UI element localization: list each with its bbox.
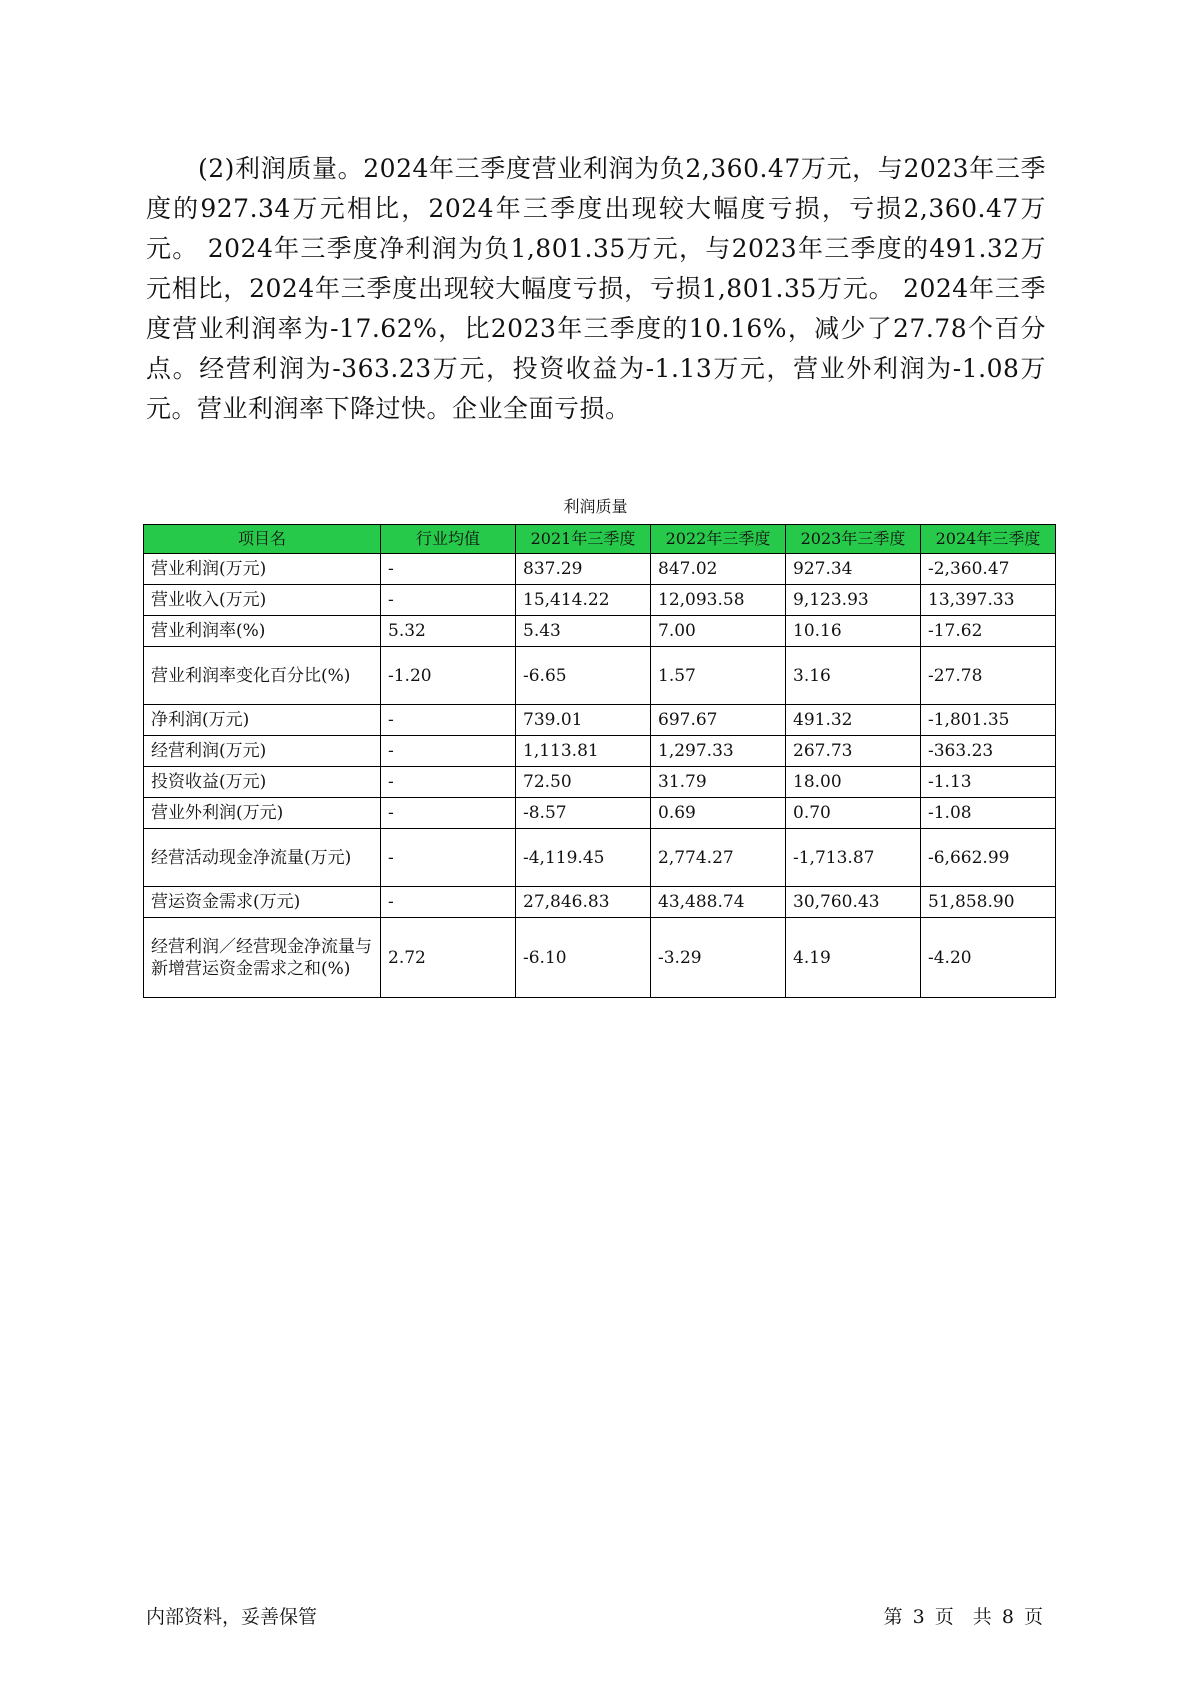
table-cell: - [381, 829, 516, 887]
table-cell: 697.67 [651, 705, 786, 736]
table-cell: - [381, 554, 516, 585]
table-row [144, 585, 1056, 616]
page-number: 3 [912, 1606, 925, 1628]
total-pages: 8 [1001, 1606, 1014, 1628]
table-cell: -1.20 [381, 647, 516, 705]
table-caption: 利润质量 [563, 497, 628, 516]
footer-confidential: 内部资料，妥善保管 [146, 1606, 318, 1628]
profit-quality-table [143, 524, 1056, 998]
row-label: 营业利润率(%) [144, 616, 381, 647]
table-header-row [144, 525, 1056, 554]
row-label: 营业收入(万元) [144, 585, 381, 616]
col-header-industry-avg: 行业均值 [381, 525, 516, 554]
table-row [144, 918, 1056, 998]
table-cell: 12,093.58 [651, 585, 786, 616]
table-cell: 31.79 [651, 767, 786, 798]
table-cell: 927.34 [786, 554, 921, 585]
col-header-2024q3: 2024年三季度 [921, 525, 1056, 554]
table-cell: -363.23 [921, 736, 1056, 767]
table-cell: -6,662.99 [921, 829, 1056, 887]
table-cell: 30,760.43 [786, 887, 921, 918]
table-cell: 15,414.22 [516, 585, 651, 616]
table-cell: -3.29 [651, 918, 786, 998]
table-cell: 5.43 [516, 616, 651, 647]
table-cell: 267.73 [786, 736, 921, 767]
body-paragraph: (2)利润质量。2024年三季度营业利润为负2,360.47万元，与2023年三季度的927.34万元相比，2024年三季度出现较大幅度亏损，亏损2,360.47万元。 2024年三季度净利润为负1,801.35万元，与2023年三季度的491.32万元相比，2024年三季度出现较大幅度亏损，亏损1,801.35万元。 2024年三季度营业利润率为-17.62%，比2023年三季度的10.16%，减少了27.78个百分点。经营利润为-363.23万元，投资收益为-1.13万元，营业外利润为-1.08万元。营业利润率下降过快。企业全面亏损。 [146, 154, 1046, 423]
row-label: 营业利润率变化百分比(%) [144, 647, 381, 705]
table-body [144, 554, 1056, 998]
row-label: 经营利润／经营现金净流量与新增营运资金需求之和(%) [144, 918, 381, 998]
row-label: 营运资金需求(万元) [144, 887, 381, 918]
col-header-2022q3: 2022年三季度 [651, 525, 786, 554]
table-cell: 847.02 [651, 554, 786, 585]
table-cell: -4,119.45 [516, 829, 651, 887]
table-row [144, 767, 1056, 798]
table-cell: -27.78 [921, 647, 1056, 705]
row-label: 经营活动现金净流量(万元) [144, 829, 381, 887]
page-suffix: 页 [1023, 1606, 1043, 1628]
table-cell: 0.69 [651, 798, 786, 829]
table-cell: - [381, 585, 516, 616]
table-cell: 739.01 [516, 705, 651, 736]
table-cell: -6.65 [516, 647, 651, 705]
table-row [144, 554, 1056, 585]
table-cell: 72.50 [516, 767, 651, 798]
table-cell: -1,713.87 [786, 829, 921, 887]
row-label: 投资收益(万元) [144, 767, 381, 798]
table-cell: - [381, 767, 516, 798]
row-label: 经营利润(万元) [144, 736, 381, 767]
table-cell: 9,123.93 [786, 585, 921, 616]
table-cell: 27,846.83 [516, 887, 651, 918]
table-cell: 2.72 [381, 918, 516, 998]
table-cell: - [381, 887, 516, 918]
table-cell: -6.10 [516, 918, 651, 998]
row-label: 营业外利润(万元) [144, 798, 381, 829]
table-row [144, 736, 1056, 767]
table-cell: 1,113.81 [516, 736, 651, 767]
table-cell: - [381, 705, 516, 736]
table-cell: 0.70 [786, 798, 921, 829]
page-prefix: 第 [883, 1606, 903, 1628]
table-cell: 491.32 [786, 705, 921, 736]
col-header-2023q3: 2023年三季度 [786, 525, 921, 554]
table-row [144, 647, 1056, 705]
table-cell: -4.20 [921, 918, 1056, 998]
table-cell: - [381, 798, 516, 829]
table-cell: -2,360.47 [921, 554, 1056, 585]
row-label: 净利润(万元) [144, 705, 381, 736]
row-label: 营业利润(万元) [144, 554, 381, 585]
table-cell: -17.62 [921, 616, 1056, 647]
table-cell: 1,297.33 [651, 736, 786, 767]
table-cell: 4.19 [786, 918, 921, 998]
table-row [144, 798, 1056, 829]
table-cell: 7.00 [651, 616, 786, 647]
table-row [144, 887, 1056, 918]
page-mid: 页 共 [934, 1606, 992, 1628]
col-header-item: 项目名 [144, 525, 381, 554]
table-row [144, 705, 1056, 736]
col-header-2021q3: 2021年三季度 [516, 525, 651, 554]
table-cell: 837.29 [516, 554, 651, 585]
table-cell: - [381, 736, 516, 767]
footer-page-info [882, 1602, 1045, 1629]
table-cell: 3.16 [786, 647, 921, 705]
table-cell: 2,774.27 [651, 829, 786, 887]
table-cell: 43,488.74 [651, 887, 786, 918]
table-cell: 5.32 [381, 616, 516, 647]
table-cell: 18.00 [786, 767, 921, 798]
table-cell: -1,801.35 [921, 705, 1056, 736]
table-cell: -8.57 [516, 798, 651, 829]
table-row [144, 829, 1056, 887]
table-cell: 13,397.33 [921, 585, 1056, 616]
table-row [144, 616, 1056, 647]
table-cell: 51,858.90 [921, 887, 1056, 918]
table-cell: -1.08 [921, 798, 1056, 829]
table-cell: 1.57 [651, 647, 786, 705]
table-cell: -1.13 [921, 767, 1056, 798]
table-cell: 10.16 [786, 616, 921, 647]
